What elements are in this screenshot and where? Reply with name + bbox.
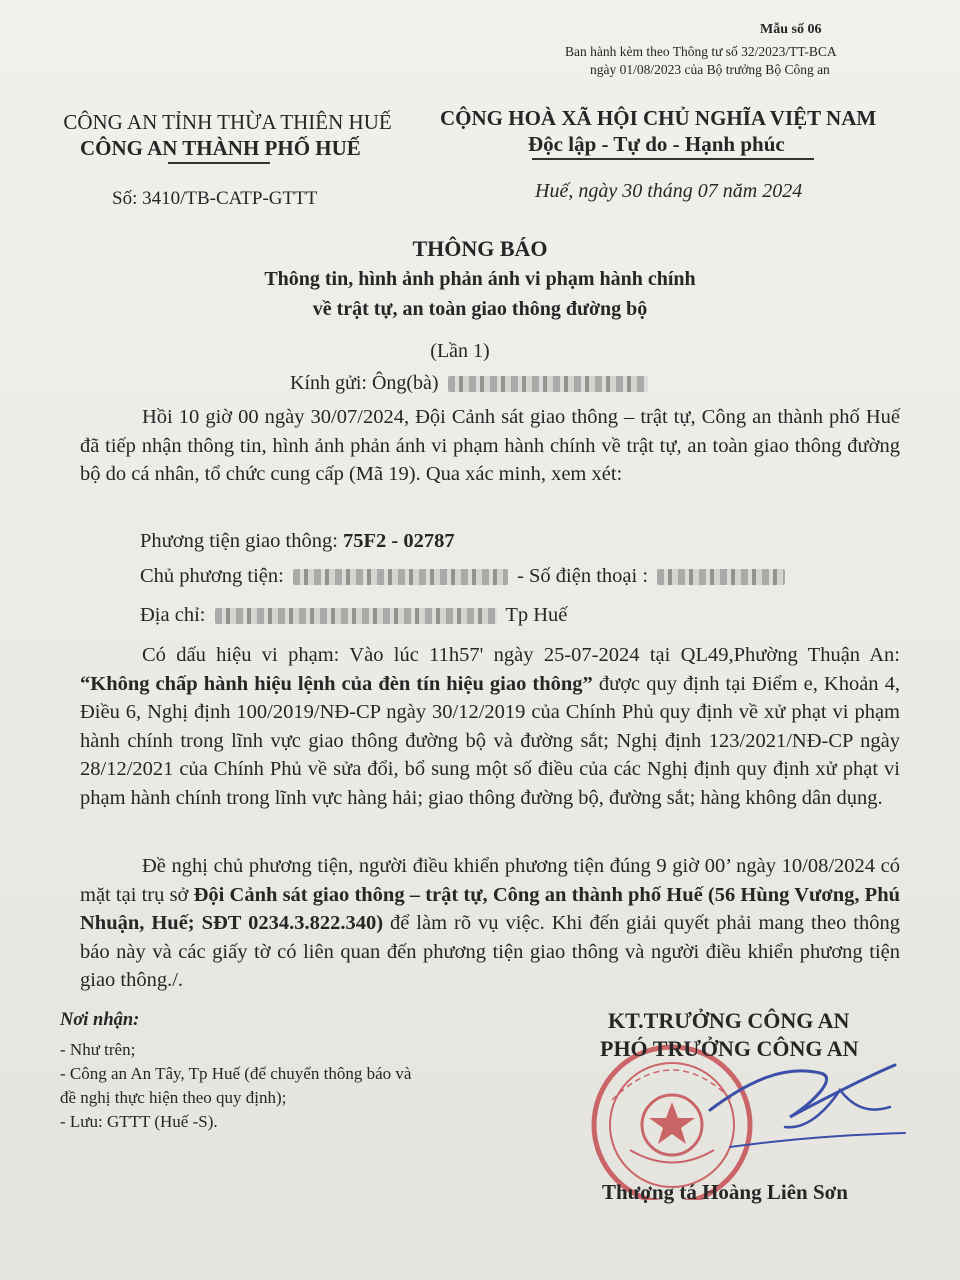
address-tail: Tp Huế: [500, 604, 568, 626]
address-label: Địa chỉ:: [140, 604, 211, 626]
issuing-agency: CÔNG AN THÀNH PHỐ HUẾ: [80, 136, 361, 160]
request-lead: Đề nghị chủ phương tiện, người điều khiển phương tiện đúng 9 giờ 00’ ngày 10/08/2024 có mặt tại trụ sở: [80, 855, 900, 906]
redacted-phone: [657, 569, 785, 585]
owner-row: [140, 565, 789, 588]
signer-title-line-1: KT.TRƯỞNG CÔNG AN: [608, 1008, 850, 1033]
violation-name: “Không chấp hành hiệu lệnh của đèn tín hiệu giao thông”: [80, 672, 593, 695]
form-number: Mẫu số 06: [760, 22, 822, 37]
agency-underline: [168, 162, 270, 164]
nation-name: CỘNG HOÀ XÃ HỘI CHỦ NGHĨA VIỆT NAM: [440, 106, 877, 130]
redacted-address: [215, 608, 497, 624]
recipient-item: - Như trên;: [60, 1040, 136, 1059]
document-number: Số: 3410/TB-CATP-GTTT: [112, 188, 318, 209]
notice-round: (Lần 1): [430, 340, 490, 362]
redacted-recipient: [448, 376, 648, 392]
phone-label: - Số điện thoại :: [511, 565, 654, 587]
request-office: Đội Cảnh sát giao thông – trật tự, Công an thành phố Huế (56 Hùng Vương, Phú Nhuận, Huế; SĐT 0234.3.822.340): [80, 883, 900, 934]
parent-agency: CÔNG AN TỈNH THỪA THIÊN HUẾ: [63, 110, 392, 134]
vehicle-plate: 75F2 - 02787: [343, 530, 455, 552]
redacted-owner: [293, 569, 508, 585]
document-subtitle-2: về trật tự, an toàn giao thông đường bộ: [312, 298, 648, 320]
request-rest: để làm rõ vụ việc. Khi đến giải quyết phải mang theo thông báo này và các giấy tờ có liên quan đến phương tiện giao thông và người điều khiển phương tiện giao thông./.: [80, 912, 900, 991]
recipient-label: Kính gửi: Ông(bà): [290, 372, 439, 394]
recipient-item: đề nghị thực hiện theo quy định);: [60, 1088, 287, 1107]
nation-motto: Độc lập - Tự do - Hạnh phúc: [528, 132, 785, 156]
form-issued-by: Ban hành kèm theo Thông tư số 32/2023/TT-BCA: [565, 44, 837, 59]
recipient-line: [290, 372, 652, 395]
address-row: [140, 604, 567, 627]
motto-underline: [532, 158, 814, 160]
violation-paragraph: [80, 641, 900, 812]
document-title: THÔNG BÁO: [412, 236, 548, 261]
violation-rest: được quy định tại Điểm e, Khoản 4, Điều 6, Nghị định 100/2019/NĐ-CP ngày 30/12/2019 của Chính Phủ quy định về xử phạt vi phạm hành chính trong lĩnh vực giao thông đường bộ và đường sắt; Nghị định 123/2021/NĐ-CP ngày 28/12/2021 của Chính Phủ về sửa đổi, bổ sung một số điều của các Nghị định quy định xử phạt vi phạm hành chính trong lĩnh vực hàng hải; giao thông đường bộ, đường sắt; hàng không dân dụng.: [80, 672, 900, 809]
owner-label: Chủ phương tiện:: [140, 565, 289, 587]
recipient-item: - Công an An Tây, Tp Huế (để chuyển thông báo và: [60, 1064, 412, 1083]
signer-title-line-2: PHÓ TRƯỞNG CÔNG AN: [600, 1036, 859, 1061]
request-paragraph: [80, 852, 900, 995]
vehicle-label: Phương tiện giao thông:: [140, 530, 344, 552]
dateline: Huế, ngày 30 tháng 07 năm 2024: [535, 180, 803, 202]
signer-name: Thượng tá Hoàng Liên Sơn: [602, 1180, 848, 1204]
vehicle-row: [140, 530, 455, 553]
document-subtitle-1: Thông tin, hình ảnh phản ánh vi phạm hành chính: [264, 268, 696, 290]
recipient-item: - Lưu: GTTT (Huế -S).: [60, 1112, 218, 1131]
intro-paragraph: Hồi 10 giờ 00 ngày 30/07/2024, Đội Cảnh sát giao thông – trật tự, Công an thành phố Huế đã tiếp nhận thông tin, hình ảnh phản ánh vi phạm hành chính về trật tự, an toàn giao thông đường bộ do cá nhân, tổ chức cung cấp (Mã 19). Qua xác minh, xem xét:: [80, 406, 900, 485]
form-issued-date: ngày 01/08/2023 của Bộ trưởng Bộ Công an: [590, 62, 830, 77]
recipients-title: Nơi nhận:: [60, 1010, 140, 1030]
violation-lead: Có dấu hiệu vi phạm: Vào lúc 11h57' ngày 25-07-2024 tại QL49,Phường Thuận An:: [142, 644, 900, 666]
